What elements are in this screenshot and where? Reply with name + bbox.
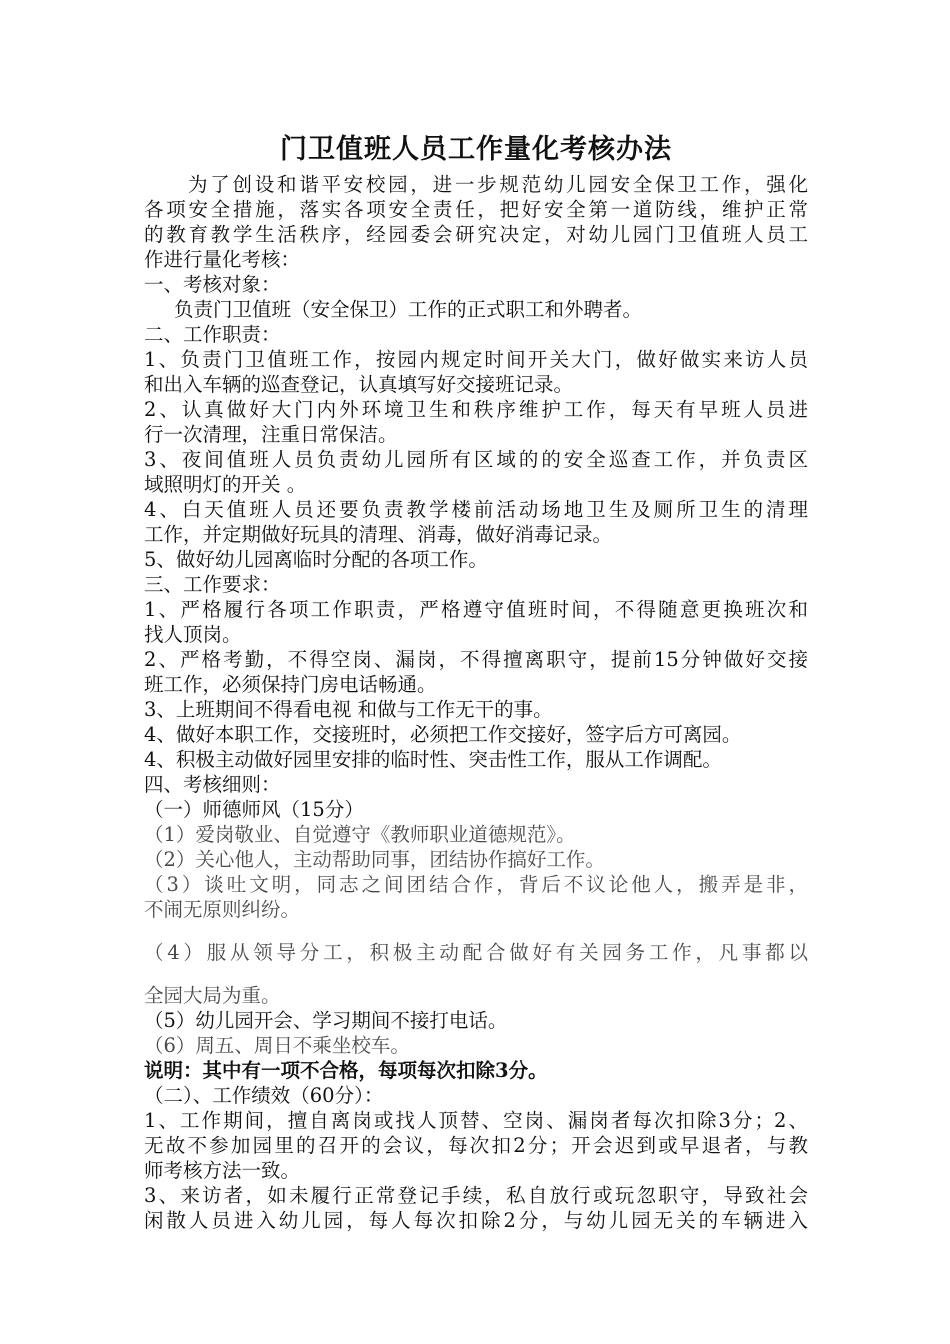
section-body-1: 负责门卫值班（安全保卫）工作的正式职工和外聘者。 xyxy=(174,298,643,321)
duty-line: 2、认真做好大门内外环境卫生和秩序维护工作，每天有早班人员进 xyxy=(144,398,808,421)
ethics-item: 不闹无原则纠纷。 xyxy=(144,898,301,921)
duty-line: 和出入车辆的巡查登记，认真填写好交接班记录。 xyxy=(144,373,574,396)
ethics-item: （5）幼儿园开会、学习期间不接打电话。 xyxy=(144,1009,508,1032)
ethics-item: （3）谈吐文明，同志之间团结合作，背后不议论他人，搬弄是非， xyxy=(144,873,808,896)
document-title: 门卫值班人员工作量化考核办法 xyxy=(280,134,672,165)
ethics-item: （4）服从领导分工，积极主动配合做好有关园务工作，凡事都以 xyxy=(144,941,808,964)
performance-line: 师考核方法一致。 xyxy=(144,1159,301,1182)
ethics-item: （1）爱岗敬业、自觉遵守《教师职业道德规范》。 xyxy=(144,823,576,846)
requirement-line: 3、上班期间不得看电视 和做与工作无干的事。 xyxy=(144,698,553,721)
performance-line: 3、来访者，如未履行正常登记手续，私自放行或玩忽职守，导致社会 xyxy=(144,1184,808,1207)
performance-line: 闲散人员进入幼儿园，每人每次扣除2分，与幼儿园无关的车辆进入 xyxy=(144,1209,808,1232)
subsection-heading-ethics: （一）师德师风（15分） xyxy=(144,798,364,821)
requirement-line: 4、积极主动做好园里安排的临时性、突击性工作，服从工作调配。 xyxy=(144,748,722,771)
duty-line: 行一次清理，注重日常保洁。 xyxy=(144,423,398,446)
requirement-line: 4、做好本职工作，交接班时，必须把工作交接好，签字后方可离园。 xyxy=(144,723,742,746)
section-heading-1: 一、考核对象： xyxy=(144,273,281,296)
duty-line: 域照明灯的开关 。 xyxy=(144,473,307,496)
intro-line: 作进行量化考核： xyxy=(144,248,301,271)
requirement-line: 找人顶岗。 xyxy=(144,623,242,646)
duty-line: 1、负责门卫值班工作，按园内规定时间开关大门，做好做实来访人员 xyxy=(144,348,808,371)
document-page xyxy=(144,128,808,1233)
duty-line: 4、白天值班人员还要负责教学楼前活动场地卫生及厕所卫生的清理 xyxy=(144,498,808,521)
intro-line: 为了创设和谐平安校园，进一步规范幼儿园安全保卫工作，强化 xyxy=(188,173,808,196)
intro-line: 各项安全措施，落实各项安全责任，把好安全第一道防线，维护正常 xyxy=(144,198,808,221)
performance-line: 1、工作期间，擅自离岗或找人顶替、空岗、漏岗者每次扣除3分；2、 xyxy=(144,1109,808,1132)
duty-line: 工作，并定期做好玩具的清理、消毒，做好消毒记录。 xyxy=(144,523,613,546)
deduction-note: 说明：其中有一项不合格，每项每次扣除3分。 xyxy=(144,1059,548,1082)
section-heading-2: 二、工作职责： xyxy=(144,323,281,346)
duty-line: 3、夜间值班人员负责幼儿园所有区域的的安全巡查工作，并负责区 xyxy=(144,448,808,471)
requirement-line: 1、严格履行各项工作职责，严格遵守值班时间，不得随意更换班次和 xyxy=(144,598,808,621)
requirement-line: 班工作，必须保持门房电话畅通。 xyxy=(144,673,437,696)
ethics-item: （6）周五、周日不乘坐校车。 xyxy=(144,1034,410,1057)
section-heading-4: 四、考核细则： xyxy=(144,773,281,796)
ethics-item: （2）关心他人，主动帮助同事，团结协作搞好工作。 xyxy=(144,848,605,871)
requirement-line: 2、严格考勤，不得空岗、漏岗，不得擅离职守，提前15分钟做好交接 xyxy=(144,648,808,671)
duty-line: 5、做好幼儿园离临时分配的各项工作。 xyxy=(144,548,488,571)
performance-line: 无故不参加园里的召开的会议，每次扣2分；开会迟到或早退者，与教 xyxy=(144,1134,808,1157)
intro-line: 的教育教学生活秩序，经园委会研究决定，对幼儿园门卫值班人员工 xyxy=(144,223,808,246)
ethics-item: 全园大局为重。 xyxy=(144,984,281,1007)
section-heading-3: 三、工作要求： xyxy=(144,573,281,596)
subsection-heading-performance: （二）、工作绩效（60分）： xyxy=(144,1084,384,1107)
